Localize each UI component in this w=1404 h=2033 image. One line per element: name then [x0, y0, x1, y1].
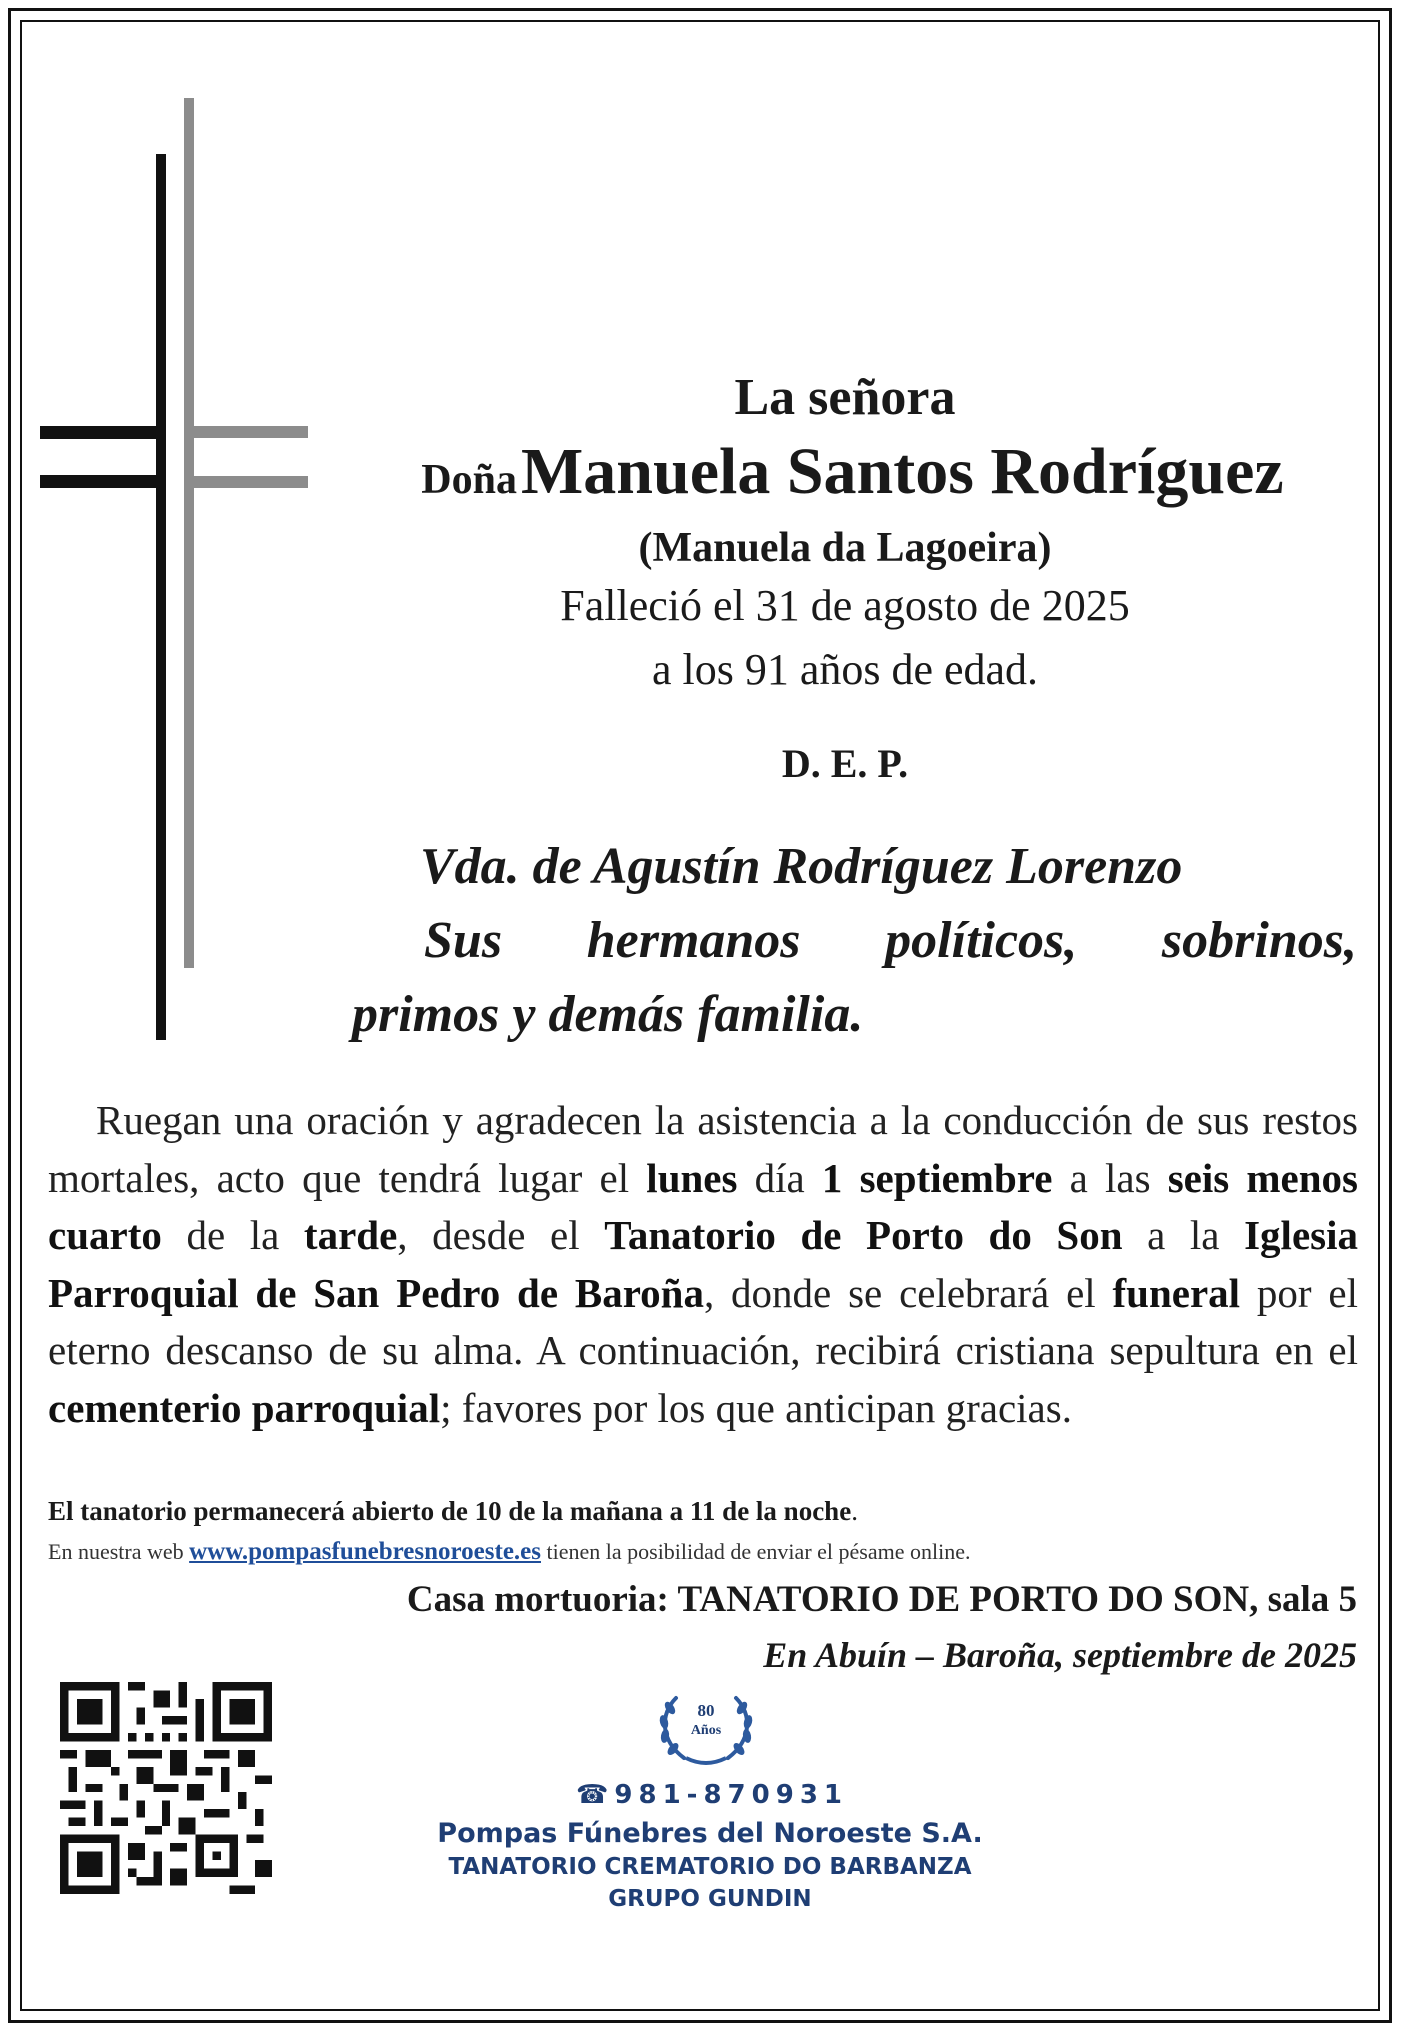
- qr-code[interactable]: [60, 1682, 272, 1894]
- web-note: En nuestra web www.pompasfunebresnoroeste.es tienen la posibilidad de enviar el pésame online.: [48, 1538, 971, 1565]
- casa-mortuoria: Casa mortuoria: TANATORIO DE PORTO DO SON, sala 5: [406, 1579, 1357, 1620]
- family-line: Sus hermanos políticos, sobrinos,: [424, 912, 1357, 969]
- title-line: La señora: [734, 369, 956, 426]
- company-name: Pompas Fúnebres del Noroeste S.A.: [437, 1818, 983, 1849]
- website-link[interactable]: www.pompasfunebresnoroeste.es: [189, 1538, 541, 1565]
- deceased-name: [330, 434, 1375, 510]
- full-name: Manuela Santos Rodríguez: [520, 435, 1284, 508]
- honorific: Doña: [421, 457, 517, 503]
- family-line: Vda. de Agustín Rodríguez Lorenzo: [420, 838, 1183, 895]
- cross-icon: [40, 96, 320, 1046]
- family-line: primos y demás familia.: [352, 986, 864, 1043]
- company-line: GRUPO GUNDIN: [608, 1886, 812, 1912]
- family-block: [352, 830, 1357, 1052]
- opening-hours: El tanatorio permanecerá abierto de 10 de la mañana a 11 de la noche.: [48, 1496, 858, 1526]
- death-date: Falleció el 31 de agosto de 2025: [560, 581, 1130, 630]
- phone[interactable]: [576, 1780, 848, 1810]
- telephone-icon: ☎: [576, 1780, 609, 1810]
- alias: (Manuela da Lagoeira): [638, 525, 1052, 571]
- dep: D. E. P.: [781, 741, 909, 786]
- anniversary-label: Años: [690, 1723, 722, 1738]
- age: a los 91 años de edad.: [651, 645, 1039, 694]
- company-line: TANATORIO CREMATORIO DO BARBANZA: [448, 1854, 972, 1880]
- announcement-text: Ruegan una oración y agradecen la asistencia a la conducción de sus restos mortales, acto que tendrá lugar el lunes día 1 septiembre a las seis menos cuarto de la tarde, desde el Tanatorio de Porto do Son a la Iglesia Parroquial de San Pedro de Baroña, donde se celebrará el funeral por el eterno descanso de su alma. A continuación, recibirá cristiana sepultura en el cementerio parroquial; favores por los que anticipan gracias.: [48, 1097, 1359, 1431]
- anniversary-number: 80: [697, 1701, 715, 1720]
- phone-number: 981-870931: [614, 1780, 848, 1810]
- place-date: En Abuín – Baroña, septiembre de 2025: [763, 1635, 1357, 1675]
